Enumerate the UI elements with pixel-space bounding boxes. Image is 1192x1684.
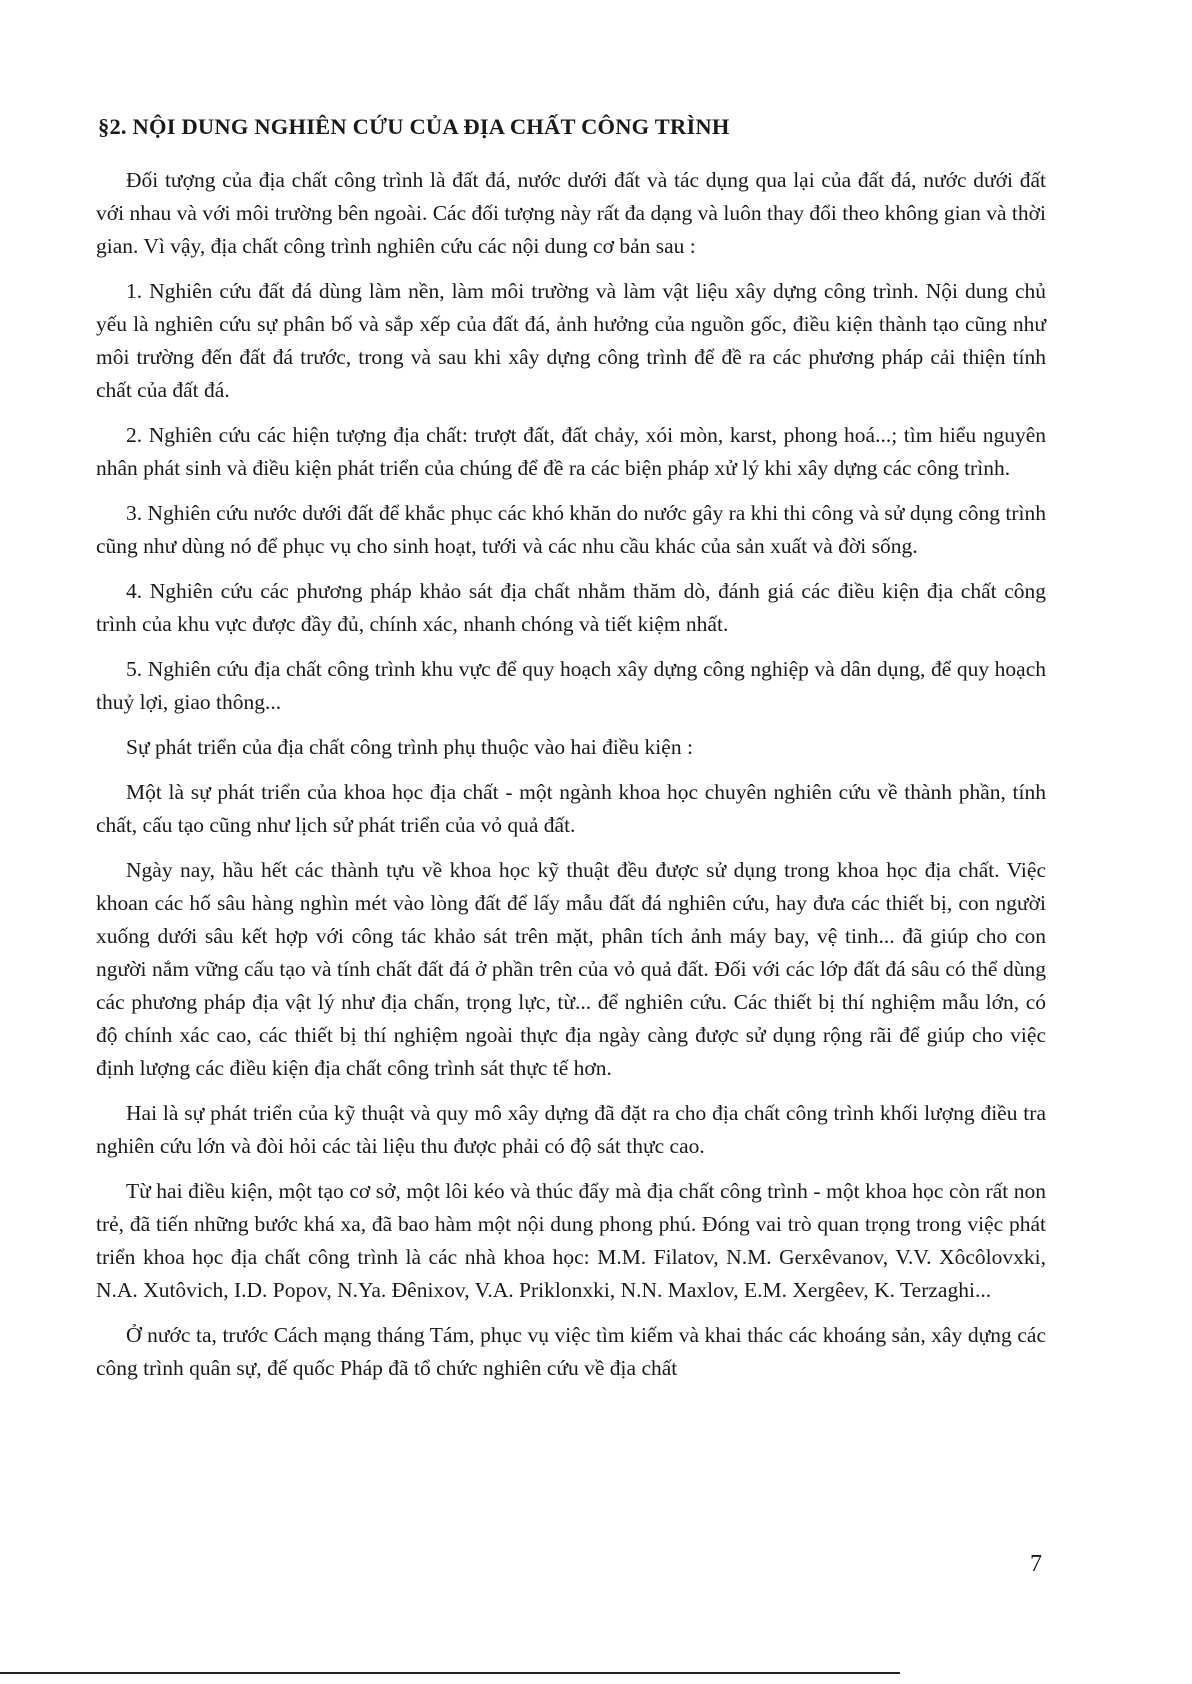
paragraph-condition-one: Một là sự phát triển của khoa học địa chất - một ngành khoa học chuyên nghiên cứu về thành phần, tính chất, cấu tạo cũng như lịch sử phát triển của vỏ quả đất.	[96, 780, 1046, 837]
paragraph-item-5: 5. Nghiên cứu địa chất công trình khu vực để quy hoạch xây dựng công nghiệp và dân dụng, để quy hoạch thuỷ lợi, giao thông...	[96, 657, 1046, 714]
paragraph-condition-two: Hai là sự phát triển của kỹ thuật và quy mô xây dựng đã đặt ra cho địa chất công trình khối lượng điều tra nghiên cứu lớn và đòi hỏi các tài liệu thu được phải có độ sát thực cao.	[96, 1101, 1046, 1158]
paragraph-item-1: 1. Nghiên cứu đất đá dùng làm nền, làm môi trường và làm vật liệu xây dựng công trình. Nội dung chủ yếu là nghiên cứu sự phân bố và sắp xếp của đất đá, ảnh hưởng của nguồn gốc, điều kiện thành tạo cũng như môi trường đến đất đá trước, trong và sau khi xây dựng công trình để đề ra các phương pháp cải thiện tính chất của đất đá.	[96, 279, 1046, 402]
paragraph-intro: Đối tượng của địa chất công trình là đất đá, nước dưới đất và tác dụng qua lại của đất đá, nước dưới đất với nhau và với môi trường bên ngoài. Các đối tượng này rất đa dạng và luôn thay đổi theo không gian và thời gian. Vì vậy, địa chất công trình nghiên cứu các nội dung cơ bản sau :	[96, 168, 1046, 258]
paragraph-development-conditions: Sự phát triển của địa chất công trình phụ thuộc vào hai điều kiện :	[126, 735, 693, 759]
paragraph-item-4: 4. Nghiên cứu các phương pháp khảo sát địa chất nhằm thăm dò, đánh giá các điều kiện địa chất công trình của khu vực được đầy đủ, chính xác, nhanh chóng và tiết kiệm nhất.	[96, 579, 1046, 636]
paragraph-scientists: Từ hai điều kiện, một tạo cơ sở, một lôi kéo và thúc đẩy mà địa chất công trình - một khoa học còn rất non trẻ, đã tiến những bước khá xa, đã bao hàm một nội dung phong phú. Đóng vai trò quan trọng trong việc phát triển khoa học địa chất công trình là các nhà khoa học: M.M. Filatov, N.M. Gerxêvanov, V.V. Xôcôlovxki, N.A. Xutôvich, I.D. Popov, N.Ya. Đênixov, V.A. Priklonxki, N.N. Maxlov, E.M. Xergêev, K. Terzaghi...	[96, 1179, 1046, 1302]
paragraph-modern-achievements: Ngày nay, hầu hết các thành tựu về khoa học kỹ thuật đều được sử dụng trong khoa học địa chất. Việc khoan các hố sâu hàng nghìn mét vào lòng đất để lấy mẫu đất đá nghiên cứu, hay đưa các thiết bị, con người xuống dưới sâu kết hợp với công tác khảo sát trên mặt, phân tích ảnh máy bay, vệ tinh... đã giúp cho con người nắm vững cấu tạo và tính chất đất đá ở phần trên của vỏ quả đất. Đối với các lớp đất đá sâu có thể dùng các phương pháp địa vật lý như địa chấn, trọng lực, từ... để nghiên cứu. Các thiết bị thí nghiệm mẫu lớn, có độ chính xác cao, các thiết bị thí nghiệm ngoài thực địa ngày càng được sử dụng rộng rãi để giúp cho việc định lượng các điều kiện địa chất công trình sát thực tế hơn.	[96, 858, 1046, 1080]
paragraph-item-3: 3. Nghiên cứu nước dưới đất để khắc phục các khó khăn do nước gây ra khi thi công và sử dụng công trình cũng như dùng nó để phục vụ cho sinh hoạt, tưới và các nhu cầu khác của sản xuất và đời sống.	[96, 501, 1046, 558]
section-heading: §2. NỘI DUNG NGHIÊN CỨU CỦA ĐỊA CHẤT CÔNG TRÌNH	[98, 114, 730, 139]
page-body	[96, 112, 1046, 1397]
bottom-divider	[0, 1672, 900, 1674]
paragraph-vietnam-history: Ở nước ta, trước Cách mạng tháng Tám, phục vụ việc tìm kiếm và khai thác các khoáng sản, xây dựng các công trình quân sự, đế quốc Pháp đã tổ chức nghiên cứu về địa chất	[96, 1323, 1046, 1380]
page-number: 7	[1030, 1551, 1042, 1577]
paragraph-item-2: 2. Nghiên cứu các hiện tượng địa chất: trượt đất, đất chảy, xói mòn, karst, phong hoá...; tìm hiểu nguyên nhân phát sinh và điều kiện phát triển của chúng để đề ra các biện pháp xử lý khi xây dựng các công trình.	[96, 423, 1046, 480]
